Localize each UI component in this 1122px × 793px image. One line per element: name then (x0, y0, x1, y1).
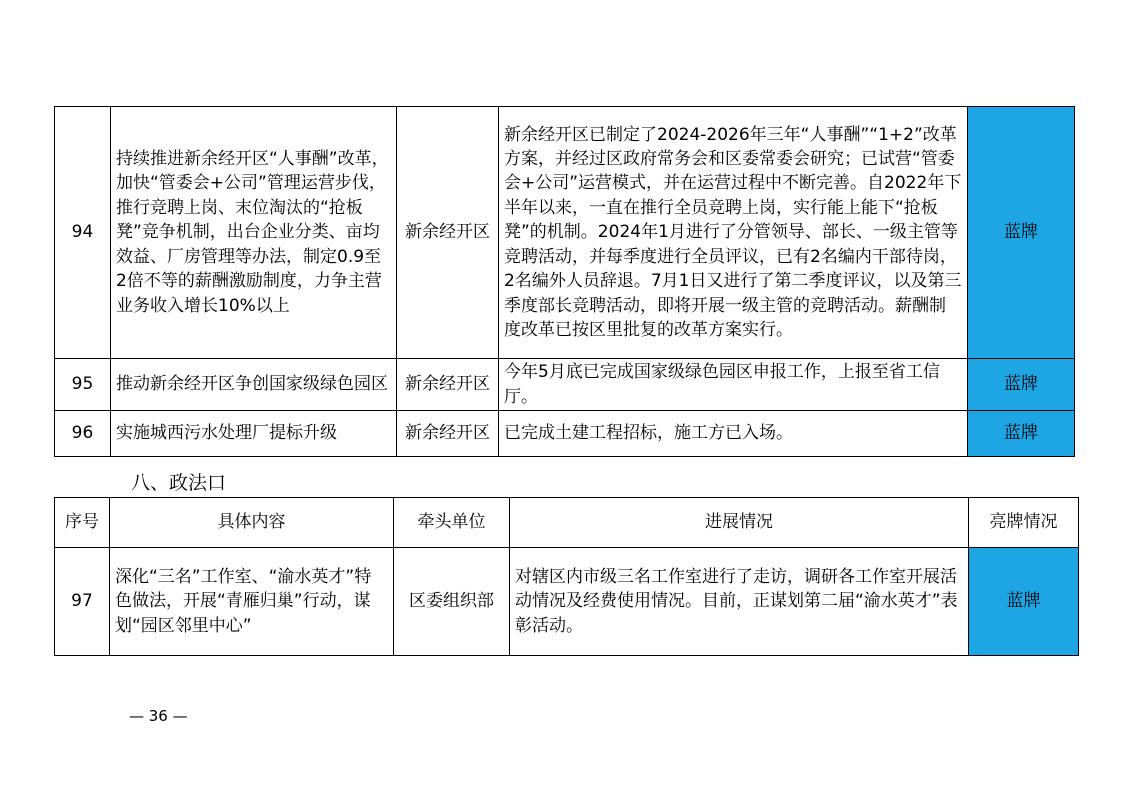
progress-text: 已完成土建工程招标，施工方已入场。 (499, 411, 968, 457)
task-table-continued (54, 106, 1075, 457)
task-content: 深化“三名”工作室、“渝水英才”特色做法，开展“青雁归巢”行动，谋划“园区邻里中心” (110, 548, 394, 656)
task-content: 持续推进新余经开区“人事酬”改革，加快“管委会+公司”管理运营步伐，推行竞聘上岗、末位淘汰的“抢板凳”竞争机制，出台企业分类、亩均效益、厂房管理等办法，制定0.9至2倍不等的薪酬激励制度，力争主营业务收入增长10%以上 (111, 107, 397, 359)
row-number: 96 (55, 411, 111, 457)
row-number: 97 (55, 548, 110, 656)
lead-unit: 新余经开区 (397, 411, 499, 457)
lead-unit: 区委组织部 (394, 548, 510, 656)
task-table-politics-law (54, 497, 1079, 656)
status-badge: 蓝牌 (968, 411, 1075, 457)
progress-text: 新余经开区已制定了2024-2026年三年“人事酬”“1+2”改革方案，并经过区政府常务会和区委常委会研究；已试营“管委会+公司”运营模式，并在运营过程中不断完善。自2022年下半年以来，一直在推行全员竞聘上岗，实行能上能下“抢板凳”的机制。2024年1月进行了分管领导、部长、一级主管等竞聘活动，并每季度进行全员评议，已有2名编内干部待岗，2名编外人员辞退。7月1日又进行了第二季度评议，以及第三季度部长竞聘活动，即将开展一级主管的竞聘活动。薪酬制度改革已按区里批复的改革方案实行。 (499, 107, 968, 359)
page-number: — 36 — (129, 707, 188, 725)
column-header-no: 序号 (55, 498, 110, 548)
lead-unit: 新余经开区 (397, 107, 499, 359)
status-badge: 蓝牌 (968, 107, 1075, 359)
status-badge: 蓝牌 (968, 359, 1075, 411)
progress-text: 对辖区内市级三名工作室进行了走访，调研各工作室开展活动情况及经费使用情况。目前，正谋划第二届“渝水英才”表彰活动。 (510, 548, 969, 656)
table-row (55, 359, 1075, 411)
lead-unit: 新余经开区 (397, 359, 499, 411)
row-number: 94 (55, 107, 111, 359)
progress-text: 今年5月底已完成国家级绿色园区申报工作，上报至省工信厅。 (499, 359, 968, 411)
column-header-content: 具体内容 (110, 498, 394, 548)
column-header-progress: 进展情况 (510, 498, 969, 548)
task-content: 推动新余经开区争创国家级绿色园区 (111, 359, 397, 411)
row-number: 95 (55, 359, 111, 411)
column-header-lead-unit: 牵头单位 (394, 498, 510, 548)
table-row (55, 107, 1075, 359)
column-header-status: 亮牌情况 (969, 498, 1079, 548)
status-badge: 蓝牌 (969, 548, 1079, 656)
table-row (55, 548, 1079, 656)
table-row (55, 411, 1075, 457)
table-header-row (55, 498, 1079, 548)
section-title: 八、政法口 (131, 472, 227, 494)
task-content: 实施城西污水处理厂提标升级 (111, 411, 397, 457)
